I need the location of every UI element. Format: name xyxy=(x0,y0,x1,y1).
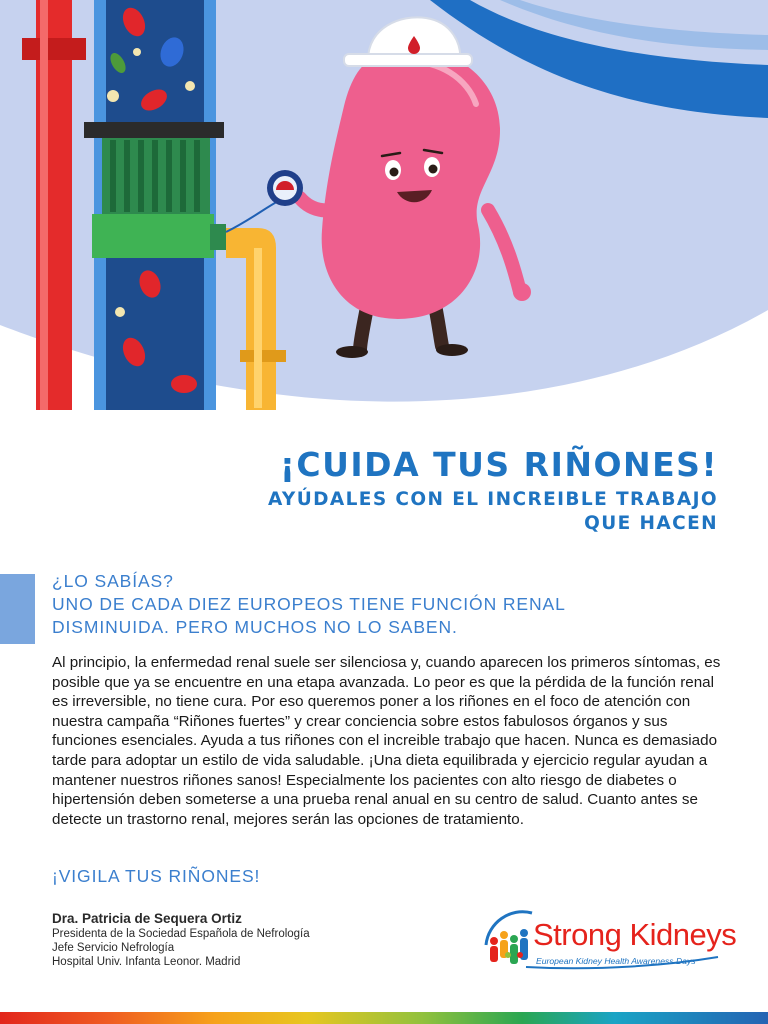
intro-question xyxy=(52,570,566,639)
closing-slogan: ¡VIGILA TUS RIÑONES! xyxy=(52,866,261,886)
logo-name: Strong Kidneys xyxy=(533,917,737,952)
signature-name: Dra. Patricia de Sequera Ortiz xyxy=(52,911,242,926)
page-subtitle xyxy=(268,488,718,536)
body-paragraph: Al principio, la enfermedad renal suele ser silenciosa y, cuando aparecen los primeros síntomas, es posible que ya se encuentre en una etapa avanzada. Lo peor es que la pérdida de la función renal es irreversible, no tiene cura. Por eso queremos poner a los riñones en el foco de atención con nuestra campaña “Riñones fuertes” y crear conciencia sobre estos fabulosos órganos y sus funciones esenciales. Ayuda a tus riñones con el increible trabajo que hacen. Nunca es demasiado tarde para adoptar un estilo de vida saludable. ¡Una dieta equilibrada y ejercicio regular ayudan a mantener nuestros riñones sanos! Especialmente los pacientes con alto riesgo de diabetes o hipertensión deben someterse a una prueba renal anual en su centro de salud. Cuanto antes se detecte un trastorno renal, mejores serán las opciones de tratamiento. xyxy=(52,654,721,828)
intro-line-3: DISMINUIDA. PERO MUCHOS NO LO SABEN. xyxy=(52,617,458,637)
logo-tagline: European Kidney Health Awareness Days xyxy=(536,956,696,966)
rainbow-footer-bar xyxy=(0,1012,768,1024)
intro-line-1: ¿LO SABÍAS? xyxy=(52,571,174,591)
accent-bar xyxy=(0,574,35,644)
hero-illustration xyxy=(0,0,768,410)
signature-title-3: Hospital Univ. Infanta Leonor. Madrid xyxy=(52,956,241,968)
signature-block xyxy=(52,911,310,969)
kidney-character-illustration xyxy=(0,0,768,410)
intro-line-2: UNO DE CADA DIEZ EUROPEOS TIENE FUNCIÓN RENAL xyxy=(52,594,566,614)
signature-title-2: Jefe Servicio Nefrología xyxy=(52,942,175,954)
subtitle-line-2: QUE HACEN xyxy=(584,513,718,534)
signature-title-1: Presidenta de la Sociedad Española de Nefrología xyxy=(52,928,310,940)
subtitle-line-1: AYÚDALES CON EL INCREIBLE TRABAJO xyxy=(267,489,718,510)
strong-kidneys-logo xyxy=(480,905,737,985)
page-title: ¡CUIDA TUS RIÑONES! xyxy=(279,445,718,484)
title-block xyxy=(268,446,718,536)
